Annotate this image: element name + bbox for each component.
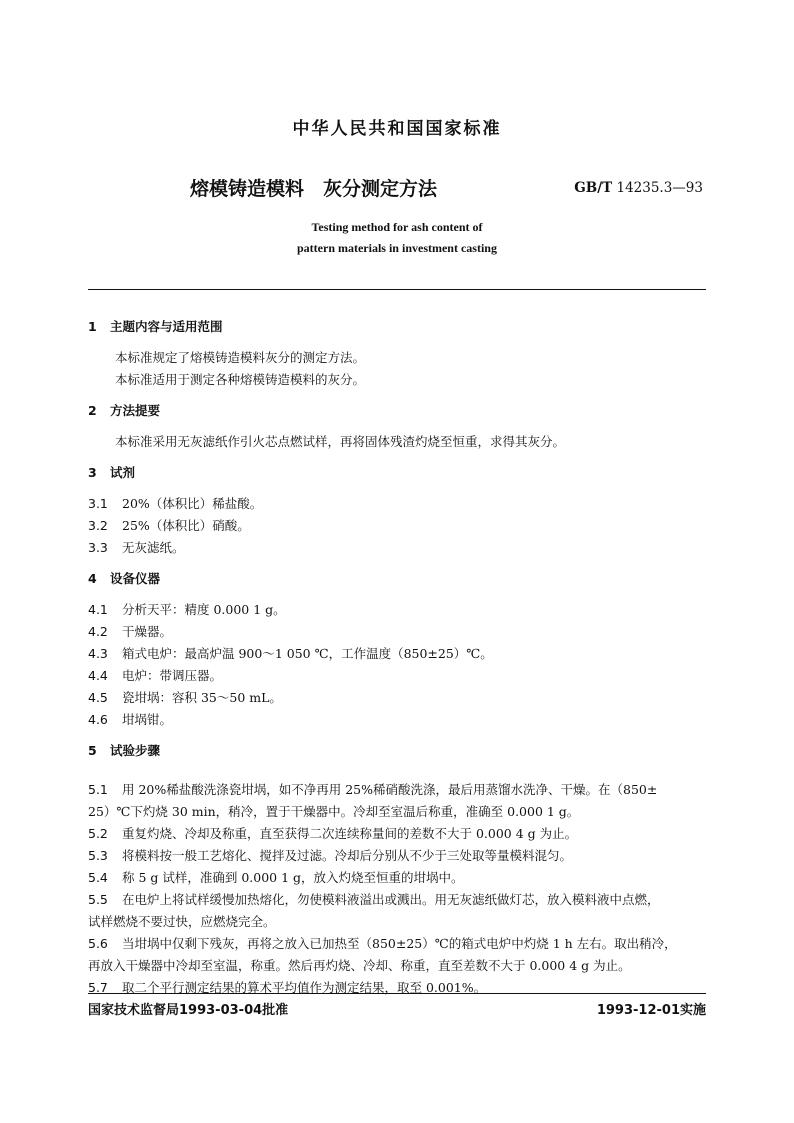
section-number: 5 (88, 743, 97, 758)
list-item (88, 845, 706, 867)
item-number: 5.5 (88, 892, 108, 907)
item-text: 在电炉上将试样缓慢加热熔化，勿使模料液溢出或溅出。用无灰滤纸做灯芯，放入模料液中点燃， (122, 892, 660, 907)
section-3-heading (88, 463, 706, 483)
approval-date: 国家技术监督局1993-03-04批准 (88, 1003, 289, 1018)
list-item (88, 599, 706, 621)
list-item (88, 779, 706, 801)
section-number: 2 (88, 403, 97, 418)
item-number: 4.3 (88, 646, 108, 661)
list-item (88, 493, 706, 515)
footer-divider (88, 993, 706, 994)
item-text: 瓷坩埚：容积 35～50 mL。 (122, 690, 282, 705)
document-title-cn: 熔模铸造模料 灰分测定方法 (190, 178, 438, 200)
paragraph: 本标准规定了熔模铸造模料灰分的测定方法。 (115, 350, 366, 365)
item-number: 4.4 (88, 668, 108, 683)
item-number: 5.4 (88, 870, 108, 885)
section-number: 1 (88, 319, 97, 334)
item-number: 4.1 (88, 602, 108, 617)
document-title-en-line2: pattern materials in investment casting (297, 241, 497, 255)
document-title-en-line1: Testing method for ash content of (311, 220, 483, 234)
item-text: 分析天平：精度 0.000 1 g。 (122, 602, 286, 617)
item-number: 5.2 (88, 826, 108, 841)
list-item (88, 515, 706, 537)
item-text: 用 20%稀盐酸洗涤瓷坩埚，如不净再用 25%稀硝酸洗涤，最后用蒸馏水洗净、干燥。在（850± (122, 782, 658, 797)
document-body (88, 317, 706, 999)
item-text: 取二个平行测定结果的算术平均值作为测定结果，取至 0.001%。 (122, 980, 487, 995)
list-item (88, 823, 706, 845)
section-title: 主题内容与适用范围 (110, 319, 223, 334)
paragraph: 本标准适用于测定各种熔模铸造模料的灰分。 (115, 372, 366, 387)
list-item (88, 867, 706, 889)
list-item (88, 709, 706, 731)
item-text: 20%（体积比）稀盐酸。 (122, 496, 263, 511)
item-text: 干燥器。 (122, 624, 173, 639)
list-item-continuation: 25）℃下灼烧 30 min，稍冷，置于干燥器中。冷却至室温后称重，准确至 0.000 1 g。 (88, 804, 580, 819)
item-text: 将模料按一般工艺熔化、搅拌及过滤。冷却后分别从不少于三处取等量模料混匀。 (122, 848, 573, 863)
item-text: 无灰滤纸。 (122, 540, 185, 555)
standard-prefix: GB/T (574, 180, 613, 196)
item-text: 25%（体积比）硝酸。 (122, 518, 250, 533)
section-5-heading (88, 741, 706, 761)
item-number: 5.7 (88, 980, 108, 995)
item-text: 称 5 g 试样，准确到 0.000 1 g，放入灼烧至恒重的坩埚中。 (122, 870, 464, 885)
section-number: 4 (88, 571, 97, 586)
item-number: 5.3 (88, 848, 108, 863)
section-title: 设备仪器 (110, 571, 161, 586)
item-text: 箱式电炉：最高炉温 900～1 050 ℃，工作温度（850±25）℃。 (122, 646, 493, 661)
list-item (88, 665, 706, 687)
item-number: 3.3 (88, 540, 108, 555)
standard-code: 14235.3—93 (616, 180, 703, 196)
implementation-date: 1993-12-01实施 (596, 1003, 706, 1018)
list-item-continuation: 再放入干燥器中冷却至室温，称重。然后再灼烧、冷却、称重，直至差数不大于 0.000 4 g 为止。 (88, 958, 631, 973)
header-divider (88, 289, 706, 290)
section-title: 试验步骤 (110, 743, 161, 758)
section-number: 3 (88, 465, 97, 480)
item-number: 4.2 (88, 624, 108, 639)
paragraph: 本标准采用无灰滤纸作引火芯点燃试样，再将固体残渣灼烧至恒重，求得其灰分。 (115, 434, 566, 449)
item-number: 3.2 (88, 518, 108, 533)
list-item (88, 687, 706, 709)
list-item (88, 977, 706, 999)
section-title: 方法提要 (110, 403, 161, 418)
item-number: 4.6 (88, 712, 108, 727)
list-item (88, 621, 706, 643)
item-text: 电炉：带调压器。 (122, 668, 223, 683)
standard-number (574, 180, 703, 196)
item-text: 当坩埚中仅剩下残灰，再将之放入已加热至（850±25）℃的箱式电炉中灼烧 1 h 左右。取出稍冷， (122, 936, 677, 951)
item-text: 重复灼烧、冷却及称重，直至获得二次连续称量间的差数不大于 0.000 4 g 为止。 (122, 826, 578, 841)
section-2-heading (88, 401, 706, 421)
list-item (88, 889, 706, 911)
item-number: 5.1 (88, 782, 108, 797)
item-number: 3.1 (88, 496, 108, 511)
section-4-heading (88, 569, 706, 589)
list-item (88, 537, 706, 559)
list-item (88, 933, 706, 955)
national-standard-heading: 中华人民共和国国家标准 (292, 119, 502, 139)
section-1-heading (88, 317, 706, 337)
section-title: 试剂 (110, 465, 136, 480)
list-item (88, 643, 706, 665)
item-number: 4.5 (88, 690, 108, 705)
item-number: 5.6 (88, 936, 108, 951)
item-text: 坩埚钳。 (122, 712, 173, 727)
list-item-continuation: 试样燃烧不要过快，应燃烧完全。 (88, 914, 276, 929)
